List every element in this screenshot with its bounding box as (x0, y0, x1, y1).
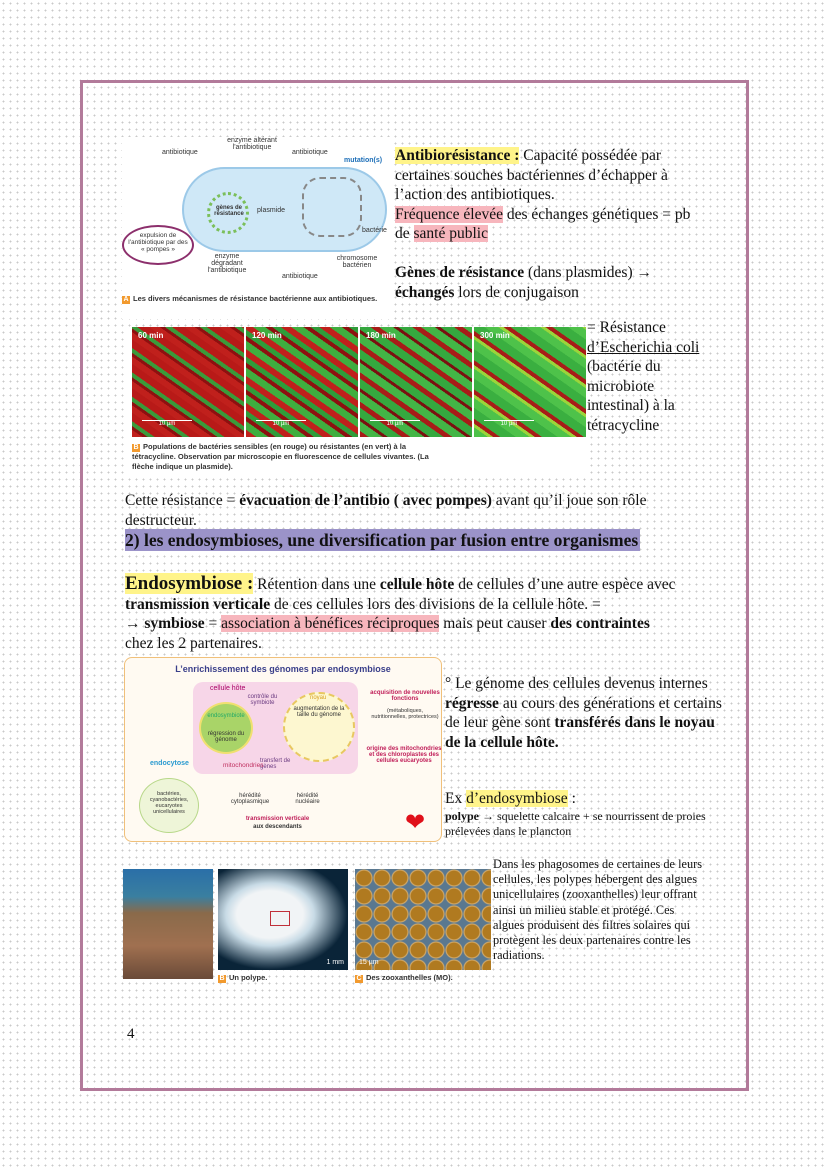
label: bactéries, cyanobactéries, eucaryotes unicellulaires (149, 791, 189, 815)
label: enzyme altérant l'antibiotique (227, 137, 277, 151)
endosymbiose-definition: Endosymbiose : Rétention dans une cellule hôte de cellules d’une autre espèce avec transmission verticale de ces cellules lors des divisions de la cellule hôte. = → symbiose = association à bénéfices réciproques mais peut causer des contraintes chez les 2 partenaires. (125, 573, 676, 652)
endosymbiosis-example: Ex d’endosymbiose : polype → squelette calcaire + se nourrissent de proies prélevées dans le plancton (445, 790, 706, 838)
micrograph: 120 min 10 µm (246, 327, 358, 437)
label: antibiotique (162, 149, 198, 156)
label: contrôle du symbiote (247, 694, 278, 706)
figure-caption: C Des zooxanthelles (MO). (356, 973, 453, 982)
micrograph: 180 min 10 µm (360, 327, 472, 437)
micrograph: 300 min 10 µm (474, 327, 586, 437)
label: hérédité cytoplasmique (230, 793, 270, 805)
zooxanthellae-photo (355, 869, 491, 970)
label: gènes de résistance (214, 205, 244, 217)
label: hérédité nucléaire (295, 793, 320, 805)
label: antibiotique (292, 149, 328, 156)
nucleus (283, 692, 355, 762)
genome-regression-text: ° Le génome des cellules devenus internes régresse au cours des générations et certains de leur gène sont transférés dans le noyau de la cellule hôte. (445, 675, 722, 751)
chromosome-icon (302, 177, 362, 237)
label: transfert de gènes (260, 758, 291, 770)
figure-caption: B Populations de bactéries sensibles (en rouge) ou résistantes (en vert) à la tétracycline. Observation par microscopie en fluorescence de cellules vivantes. (La flèche indique un plasmide). (132, 442, 429, 471)
label: chromosome bactérien (336, 255, 378, 269)
micrograph: 60 min 10 µm (132, 327, 244, 437)
scale-label: 1 mm (326, 959, 344, 966)
label: acquisition de nouvelles fonctions (370, 690, 440, 702)
label: expulsion de l'antibiotique par des « pompes » (128, 232, 188, 253)
coral-photo (123, 869, 213, 979)
endosymbiont (199, 702, 253, 754)
label: augmentation de la taille du génome (293, 706, 345, 718)
label: mutation(s) (344, 157, 383, 164)
scale-label: 15 µm (359, 959, 379, 966)
evacuation-text: Cette résistance = évacuation de l’antibio ( avec pompes) avant qu’il joue son rôle destructeur. (125, 492, 647, 529)
label: origine des mitochondries et des chloroplastes des cellules eucaryotes (366, 746, 442, 764)
phagosome-text: Dans les phagosomes de certaines de leurs cellules, les polypes hébergent des algues unicellulaires (zooxanthelles) leur offrant ainsi un milieu stable et protégé. Ces algues produisent des filtres solaires qui protègent les deux partenaires contre les radiations. (493, 857, 702, 963)
label: antibiotique (282, 273, 318, 280)
polype-photo (218, 869, 348, 970)
heart-icon: ❤ (405, 810, 426, 836)
figure-caption: A Les divers mécanismes de résistance bactérienne aux antibiotiques. (123, 294, 378, 303)
figure-resistance-mechanisms (122, 137, 392, 319)
figure-endosymbiosis (124, 657, 442, 842)
figure-title: L’enrichissement des génomes par endosymbiose (175, 664, 391, 674)
label: endocytose (150, 760, 189, 767)
label: plasmide (257, 207, 286, 214)
label: noyau (310, 695, 327, 701)
label: bactérie (362, 227, 387, 234)
label: aux descendants (253, 824, 302, 830)
antibioresistance-definition: Antibiorésistance : Capacité possédée par certaines souches bactériennes d’échapper à l’action des antibiotiques. Fréquence élevée des échanges génétiques = pb de santé public Gènes de résistance (dans plasmides) → échangés lors de conjugaison (395, 147, 691, 301)
label: enzyme dégradant l'antibiotique (207, 253, 247, 274)
figure-microscopy (127, 327, 587, 475)
label: (métaboliques, nutritionnelles, protectrices) (371, 708, 439, 720)
label: endosymbiote (207, 713, 245, 719)
page-number: 4 (127, 1026, 135, 1042)
zoom-box (270, 911, 290, 926)
label: cellule hôte (210, 685, 246, 692)
section-title: 2) les endosymbioses, une diversification par fusion entre organismes (125, 530, 639, 550)
label: mitochondries (223, 762, 264, 769)
figure-caption: B Un polype. (219, 973, 268, 982)
label: régression du génome (207, 731, 245, 743)
resistance-note: = Résistance d’Escherichia coli (bactérie du microbiote intestinal) à la tétracycline (587, 319, 700, 434)
label: transmission verticale (245, 816, 310, 822)
